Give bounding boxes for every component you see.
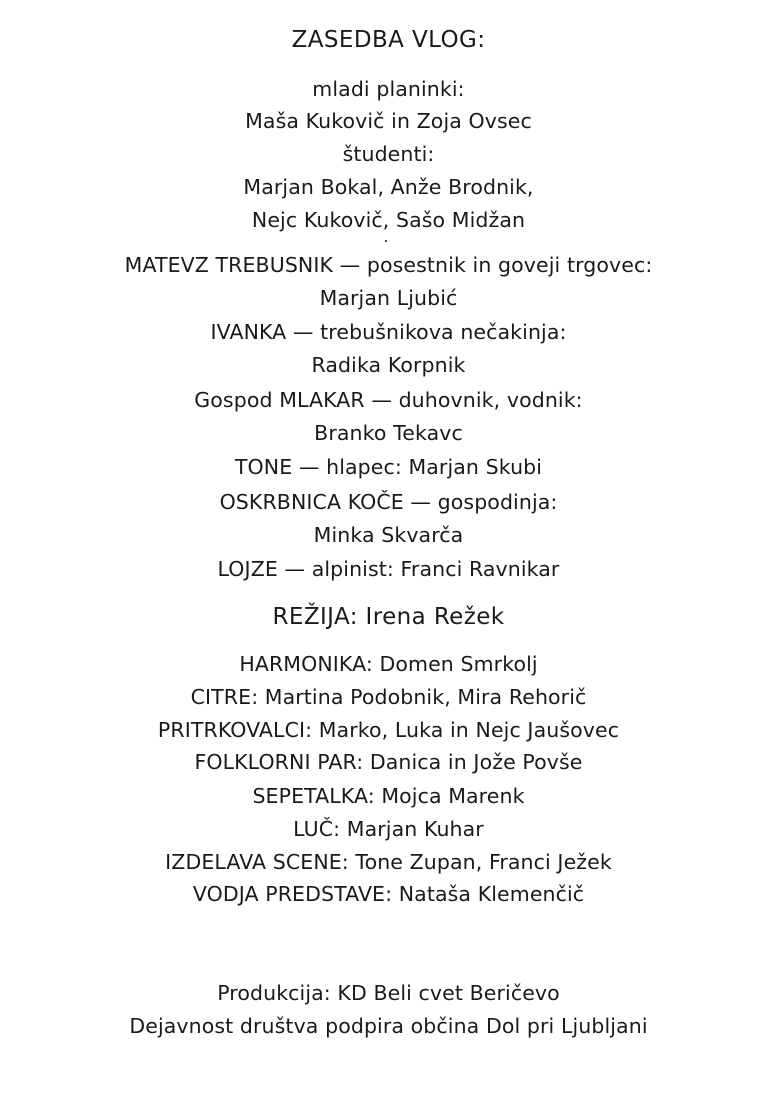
cast-line: Marjan Bokal, Anže Brodnik, — [243, 175, 534, 199]
crew-line: SEPETALKA: Mojca Marenk — [252, 784, 525, 808]
direction-line: REŽIJA: Irena Režek — [272, 604, 505, 630]
cast-line: Nejc Kukovič, Sašo Midžan — [251, 208, 526, 232]
production-credit: Produkcija: KD Beli cvet Beričevo — [217, 981, 560, 1005]
support-credit: Dejavnost društva podpira občina Dol pri Ljubljani — [129, 1014, 648, 1038]
crew-line: CITRE: Martina Podobnik, Mira Rehorič — [190, 685, 587, 709]
crew-line: FOLKLORNI PAR: Danica in Jože Povše — [194, 750, 583, 774]
crew-line: VODJA PREDSTAVE: Nataša Klemenčič — [192, 882, 585, 906]
crew-line: LUČ: Marjan Kuhar — [293, 817, 484, 841]
cast-line: Branko Tekavc — [314, 421, 463, 445]
stray-dot — [385, 240, 387, 242]
crew-line: HARMONIKA: Domen Smrkolj — [239, 652, 538, 676]
cast-line: MATEVZ TREBUSNIK — posestnik in goveji trgovec: — [124, 253, 653, 277]
cast-line: Minka Skvarča — [313, 523, 464, 547]
cast-line: IVANKA — trebušnikova nečakinja: — [210, 320, 567, 344]
cast-line: Marjan Ljubić — [319, 286, 458, 310]
cast-line: OSKRBNICA KOČE — gospodinja: — [219, 490, 558, 514]
cast-line: Radika Korpnik — [311, 353, 466, 377]
crew-line: IZDELAVA SCENE: Tone Zupan, Franci Ježek — [165, 850, 612, 874]
cast-heading: ZASEDBA VLOG: — [291, 27, 486, 53]
cast-line: TONE — hlapec: Marjan Skubi — [234, 455, 543, 479]
cast-line: LOJZE — alpinist: Franci Ravnikar — [217, 557, 560, 581]
crew-line: PRITRKOVALCI: Marko, Luka in Nejc Jaušovec — [157, 718, 620, 742]
cast-line: Maša Kukovič in Zoja Ovsec — [245, 109, 532, 133]
cast-line: mladi planinki: — [312, 77, 465, 101]
cast-line: študenti: — [342, 142, 435, 166]
cast-line: Gospod MLAKAR — duhovnik, vodnik: — [194, 388, 583, 412]
